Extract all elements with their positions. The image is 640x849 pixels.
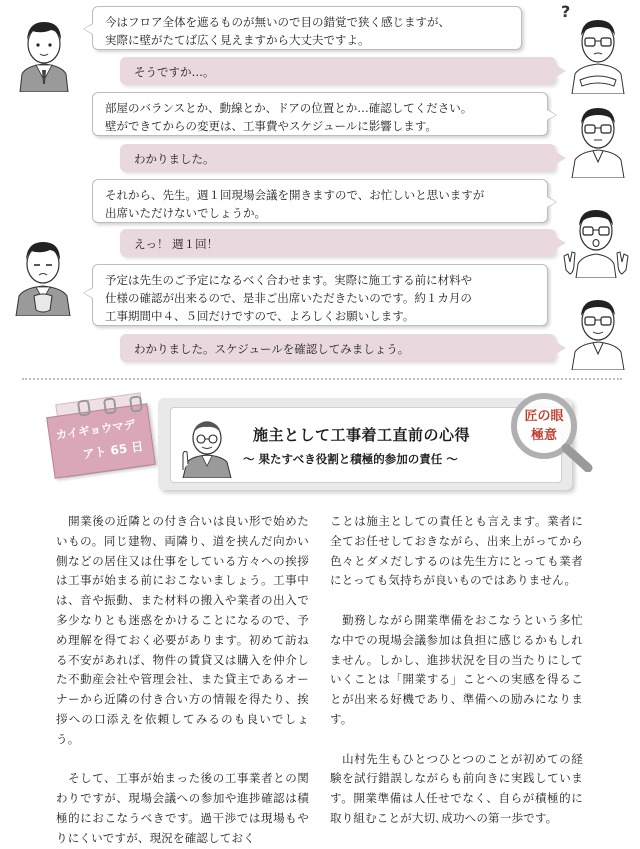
dialogue-text: わかりました。スケジュールを確認してみましょう。 <box>134 342 410 356</box>
doctor-surprised-avatar <box>562 200 630 278</box>
doctor-listening-avatar <box>566 98 630 178</box>
dialogue-text: それから、先生。週１回現場会議を開きますので、お忙しいと思いますが 出席いただけないでしょうか。 <box>105 188 485 220</box>
section-divider <box>22 378 622 380</box>
calendar-ring <box>129 395 143 413</box>
dialogue-text: そうですか…。 <box>134 65 215 79</box>
speech-bubble-doctor <box>120 144 556 172</box>
calendar-text-line2: アト 65 日 <box>81 439 145 462</box>
dialogue-text: 部屋のバランスとか、動線とか、ドアの位置とか…確認してください。 壁ができてからの変更は、工事費やスケジュールに影響します。 <box>105 101 473 133</box>
question-mark: ? <box>561 2 571 21</box>
dialogue-text: えっ！ 週１回！ <box>134 237 219 251</box>
dialogue-text: 予定は先生のご予定になるべく合わせます。実際に施工する前に材料や 仕様の確認が出来るので、是非ご出席いただきたいのです。約１カ月の 工事期間中４、５回だけですので、よろしくお願いします。 <box>105 273 473 323</box>
calendar-page <box>46 403 156 479</box>
contractor-bowing-avatar <box>12 232 74 316</box>
speech-bubble-doctor <box>120 229 556 257</box>
article-column-left: 開業後の近隣との付き合いは良い形で始めたいもの。同じ建物、両隣り、道を挟んだ向かい側などの居住又は仕事をしている方々への挨拶は工事が始まる前におこないましょう。工事中は、音や振動、また材料の搬入や業者の出入で多少なりとも迷惑をかけることになるので、予め理解を得ておく必要があります。初めて訪ねる不安があれば、物件の賃貸又は購入を仲介した不動産会社や管理会社、また貸主であるオーナーから近隣の付き合い方の情報を得たり、挨拶への口添えを依頼してみるのも良いでしょう。 そして、工事が始まった後の工事業者との関わりですが、現場会議への参加や進捗確認は積極的におこなうべきです。過干渉では現場もやりにくいですが、現況を確認しておく <box>56 514 309 845</box>
speech-bubble-contractor <box>92 92 548 136</box>
dialogue-text: 今はフロア全体を遮るものが無いので目の錯覚で狭く感じますが、 実際に壁がたてば広く見えますから大丈夫ですよ。 <box>105 15 450 47</box>
speech-bubble-contractor <box>92 179 548 223</box>
dialogue-text: わかりました。 <box>134 152 215 166</box>
section-subtitle: ～ 果たすべき役割と積極的参加の責任 ～ <box>243 452 458 466</box>
calendar-ring <box>77 399 91 417</box>
article-column-right: ことは施主としての責任とも言えます。業者に全てお任せしておきながら、出来上がってから色々とダメだしするのは先生方にとっても業者にとっても気持ちが良いものではありません。 勤務しながら開業準備をおこなうという多忙な中での現場会議参加は負担に感じるかもしれません。しかし、進捗状況を目の当たりにしていくことは「開業する」ことへの実感を得ることが出来る好機であり、準備への励みになります。 山村先生もひとつひとつのことが初めての経験を試行錯誤しながらも前向きに実践しています。開業準備は人任せでなく、自らが積極的に取り組むことが大切､成功への第一歩です。 <box>330 514 583 825</box>
calendar-text-line1: カイギョウマデ <box>54 417 137 443</box>
speech-bubble-doctor <box>120 334 556 362</box>
section-title: 施主として工事着工直前の心得 <box>253 426 471 444</box>
calendar-ring <box>103 397 117 415</box>
expert-illustration <box>177 414 237 478</box>
doctor-nodding-avatar <box>566 290 630 370</box>
contractor-avatar <box>14 12 74 92</box>
speech-bubble-doctor <box>120 57 556 85</box>
doctor-worried-avatar <box>566 10 630 94</box>
badge-text-line1: 匠の眼 <box>524 409 564 424</box>
badge-text-line2: 極意 <box>530 428 557 443</box>
countdown-calendar <box>38 398 158 486</box>
speech-bubble-contractor <box>92 264 548 326</box>
speech-bubble-contractor <box>92 6 522 50</box>
